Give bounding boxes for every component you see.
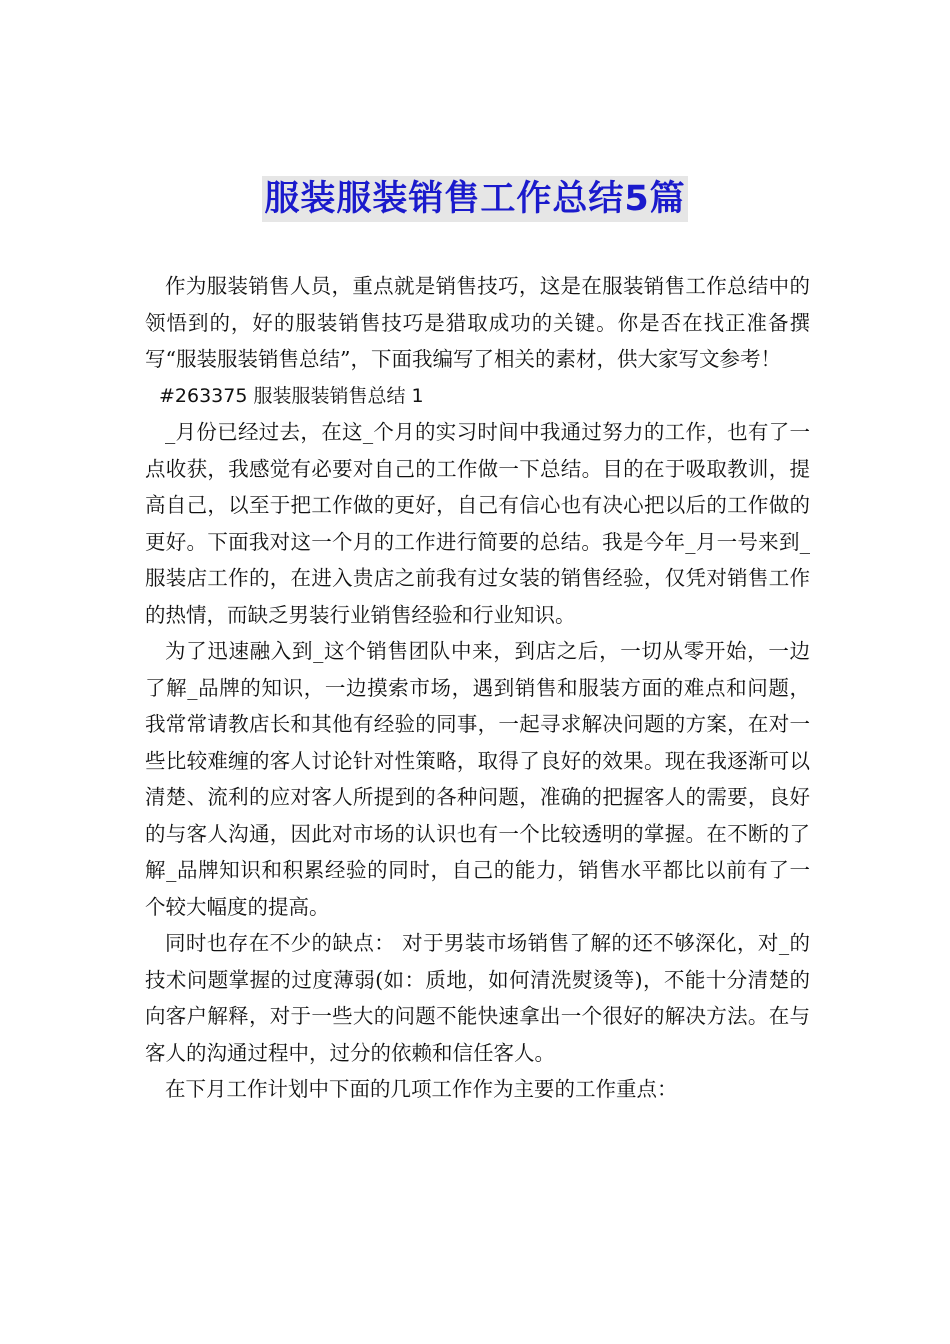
document-body xyxy=(145,268,810,1108)
body-paragraph-3: 同时也存在不少的缺点： 对于男装市场销售了解的还不够深化，对_的技术问题掌握的过度薄弱(如：质地，如何清洗熨烫等)，不能十分清楚的向客户解释，对于一些大的问题不能快速拿出一个很好的解决方法。在与客人的沟通过程中，过分的依赖和信任客人。 xyxy=(145,931,810,1065)
body-paragraph-1: _月份已经过去，在这_个月的实习时间中我通过努力的工作，也有了一点收获，我感觉有必要对自己的工作做一下总结。目的在于吸取教训，提高自己，以至于把工作做的更好，自己有信心也有决心把以后的工作做的更好。下面我对这一个月的工作进行简要的总结。我是今年_月一号来到_服装店工作的，在进入贵店之前我有过女装的销售经验，仅凭对销售工作的热情，而缺乏男装行业销售经验和行业知识。 xyxy=(145,420,810,627)
intro-paragraph: 作为服装销售人员，重点就是销售技巧，这是在服装销售工作总结中的领悟到的，好的服装销售技巧是猎取成功的关键。你是否在找正准备撰写“服装服装销售总结”，下面我编写了相关的素材，供大家写文参考！ xyxy=(145,274,810,371)
body-paragraph-4: 在下月工作计划中下面的几项工作作为主要的工作重点： xyxy=(165,1077,678,1101)
body-paragraph-2: 为了迅速融入到_这个销售团队中来，到店之后，一切从零开始，一边了解_品牌的知识，一边摸索市场，遇到销售和服装方面的难点和问题，我常常请教店长和其他有经验的同事，一起寻求解决问题的方案，在对一些比较难缠的客人讨论针对性策略，取得了良好的效果。现在我逐渐可以清楚、流利的应对客人所提到的各种问题，准确的把握客人的需要，良好的与客人沟通，因此对市场的认识也有一个比较透明的掌握。在不断的了解_品牌知识和积累经验的同时，自己的能力，销售水平都比以前有了一个较大幅度的提高。 xyxy=(145,639,810,919)
section-heading: #263375 服装服装销售总结 1 xyxy=(159,384,424,407)
document-title: 服装服装销售工作总结5篇 xyxy=(262,176,687,222)
title-container xyxy=(0,176,950,222)
